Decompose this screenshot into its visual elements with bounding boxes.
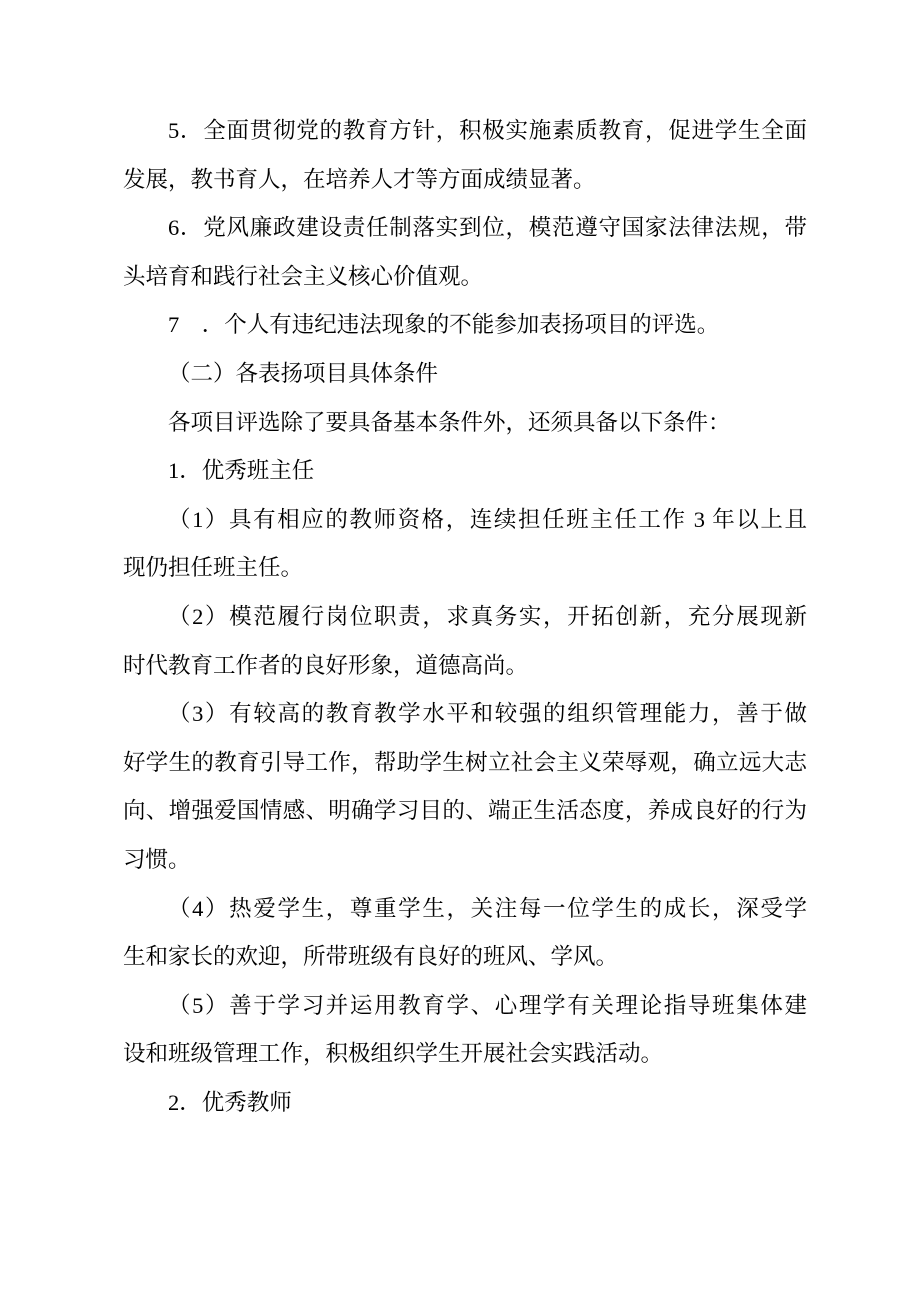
text-line: 好学生的教育引导工作，帮助学生树立社会主义荣辱观，确立远大志 xyxy=(123,749,807,775)
text-line: （5）善于学习并运用教育学、心理学有关理论指导班集体建 xyxy=(168,992,807,1018)
text-line: 习惯。 xyxy=(123,846,191,872)
text-line: 时代教育工作者的良好形象，道德高尚。 xyxy=(123,652,529,678)
text-line: 生和家长的欢迎，所带班级有良好的班风、学风。 xyxy=(123,944,619,970)
text-line: 2．优秀教师 xyxy=(168,1089,292,1115)
paragraph xyxy=(123,690,807,884)
paragraph xyxy=(123,885,807,982)
text-line: 1．优秀班主任 xyxy=(168,458,315,484)
paragraph xyxy=(123,593,807,690)
text-line: （2）模范履行岗位职责，求真务实，开拓创新，充分展现新 xyxy=(168,603,807,629)
paragraph xyxy=(123,1079,807,1128)
text-line: 设和班级管理工作，积极组织学生开展社会实践活动。 xyxy=(123,1041,664,1067)
paragraph xyxy=(123,496,807,593)
text-line: （二）各表扬项目具体条件 xyxy=(168,360,439,386)
paragraph xyxy=(123,204,807,301)
paragraph xyxy=(123,399,807,448)
text-line: （3）有较高的教育教学水平和较强的组织管理能力，善于做 xyxy=(168,701,807,727)
text-line: 发展，教书育人，在培养人才等方面成绩显著。 xyxy=(123,166,596,192)
paragraph xyxy=(123,107,807,204)
text-line: 头培育和践行社会主义核心价值观。 xyxy=(123,263,484,289)
text-line: （4）热爱学生，尊重学生，关注每一位学生的成长，深受学 xyxy=(168,895,807,921)
text-line: 现仍担任班主任。 xyxy=(123,555,304,581)
text-line: 5．全面贯彻党的教育方针，积极实施素质教育，促进学生全面 xyxy=(168,118,807,143)
text-line: （1）具有相应的教师资格，连续担任班主任工作 3 年以上且 xyxy=(168,506,807,532)
document-text-block xyxy=(123,107,807,1127)
text-line: 6．党风廉政建设责任制落实到位，模范遵守国家法律法规，带 xyxy=(168,215,807,241)
text-line: 各项目评选除了要具备基本条件外，还须具备以下条件： xyxy=(168,409,731,435)
paragraph xyxy=(123,447,807,496)
text-line: 7 ．个人有违纪违法现象的不能参加表扬项目的评选。 xyxy=(168,312,720,338)
paragraph xyxy=(123,301,807,350)
paragraph xyxy=(123,350,807,399)
paragraph xyxy=(123,982,807,1079)
text-line: 向、增强爱国情感、明确学习目的、端正生活态度，养成良好的行为 xyxy=(123,798,807,824)
